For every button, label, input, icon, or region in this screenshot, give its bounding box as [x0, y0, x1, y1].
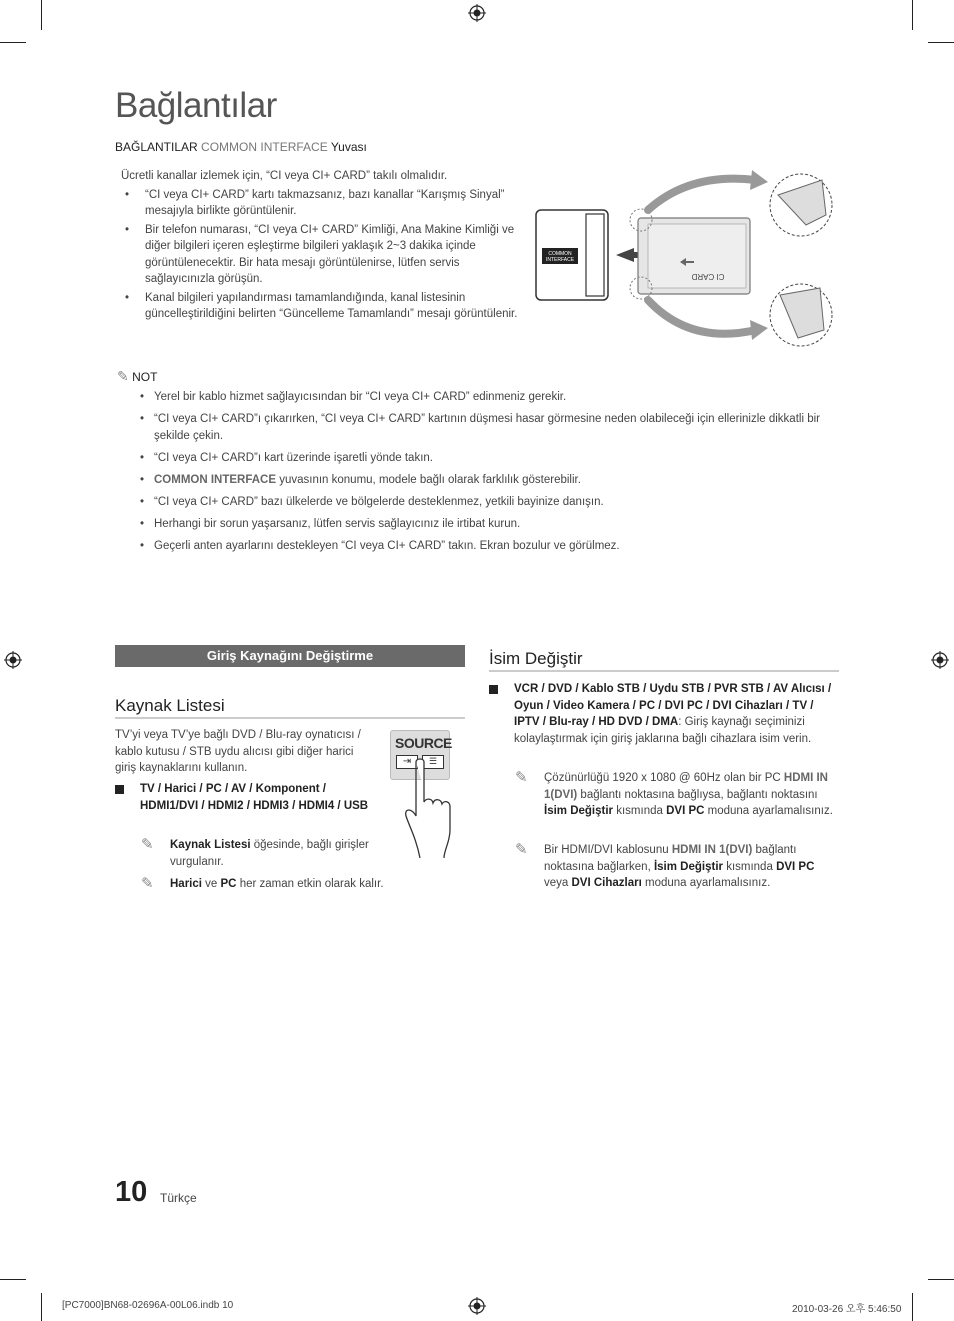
list-item: • “CI veya CI+ CARD”ı kart üzerinde işaretli yönde takın. [140, 450, 840, 467]
source-label: SOURCE [395, 735, 452, 751]
kaynak-note-1 [170, 837, 370, 870]
language-label: Türkçe [160, 1191, 197, 1205]
note-bold: PC [220, 878, 237, 890]
input-icon: ⇥ [396, 755, 418, 769]
note-label: NOT [132, 370, 158, 384]
intro-text: Ücretli kanallar izlemek için, “CI veya CI+ CARD” takılı olmalıdır. [121, 170, 448, 182]
page-number: 10 [115, 1176, 148, 1208]
note-text: bağlantı noktasına bağlarken, [544, 844, 797, 873]
note-text: kısmında [613, 805, 667, 817]
crop-mark [912, 0, 913, 30]
slot-label-line1: COMMON [548, 251, 572, 257]
square-bullet-icon [489, 685, 498, 694]
list-icon: ☰ [422, 755, 444, 769]
list-item: • “CI veya CI+ CARD”ı çıkarırken, “CI veya CI+ CARD” kartının düşmesi hasar görmesine neden olabileceği için ellerinizle dikkatli bir şekilde çekin. [140, 411, 840, 444]
crop-mark [41, 0, 42, 30]
crop-mark [928, 42, 954, 43]
note-bold: HDMI IN 1(DVI) [544, 772, 828, 801]
common-interface-term: COMMON INTERFACE [154, 473, 277, 486]
note-text: Çözünürlüğü 1920 x 1080 @ 60Hz olan bir PC [544, 772, 784, 784]
notes-list [140, 389, 840, 554]
square-bullet-icon [115, 785, 124, 794]
list-item: • Bir telefon numarası, “CI veya CI+ CARD” Kimliği, Ana Makine Kimliği ve diğer bilgileri içeren eşleştirme bilgileri yaklaşık 2~3 dakika içinde görüntülenecektir. Bir hata mesajı görüntülenirse, lütfen servis sağlayıcınızla görüşün. [121, 222, 526, 288]
list-item: • Herhangi bir sorun yaşarsanız, lütfen servis sağlayıcınız ile irtibat kurun. [140, 516, 840, 533]
pencil-icon: ✎ [141, 836, 154, 853]
note-heading [117, 368, 157, 385]
note-text: veya [544, 877, 572, 889]
note-text: Bir HDMI/DVI kablosunu [544, 844, 672, 856]
crop-mark [912, 1293, 913, 1321]
note-text: öğesinde, bağlı girişler vurgulanır. [170, 839, 369, 868]
list-item: • “CI veya CI+ CARD” kartı takmazsanız, bazı kanallar “Karışmış Sinyal” mesajıyla birlikte görüntülenir. [121, 187, 526, 220]
kaynak-listesi-heading: Kaynak Listesi [115, 696, 225, 715]
note-text: moduna ayarlamalısınız. [641, 877, 771, 889]
source-list: TV / Harici / PC / AV / Komponent / HDMI1/DVI / HDMI2 / HDMI3 / HDMI4 / USB [140, 783, 369, 812]
note-bold: İsim Değiştir [653, 860, 723, 873]
page-title: Bağlantılar [115, 86, 277, 125]
note-text: yuvasının konumu, modele bağlı olarak farklılık gösterebilir. [276, 473, 581, 486]
registration-mark-icon [468, 4, 486, 22]
note-text: her zaman etkin olarak kalır. [236, 878, 384, 890]
list-item [140, 472, 840, 489]
note-bold: İsim Değiştir [544, 805, 614, 817]
notes-block [140, 389, 840, 560]
section-bar-title: Giriş Kaynağını Değiştirme [115, 645, 465, 667]
pencil-icon: ✎ [515, 841, 528, 858]
note-text: bağlantı noktasına bağlıysa, bağlantı noktasını [577, 788, 818, 801]
isim-list [514, 681, 840, 747]
kaynak-paragraph: TV’yi veya TV’ye bağlı DVD / Blu-ray oynatıcısı / kablo kutusu / STB uydu alıcısı gibi diğer harici giriş kaynaklarını kullanın. [115, 729, 361, 774]
print-footer-left: [PC7000]BN68-02696A-00L06.indb 10 [62, 1300, 234, 1311]
registration-mark-icon [468, 1297, 486, 1315]
registration-mark-icon [931, 651, 949, 669]
note-text: ve [201, 878, 221, 890]
note-bold: DVI Cihazları [571, 877, 642, 889]
crop-mark [0, 1279, 26, 1280]
registration-mark-icon [4, 651, 22, 669]
ci-card-illustration [530, 170, 840, 355]
kaynak-note-2 [170, 876, 460, 893]
note-bold: DVI PC [776, 860, 815, 873]
crop-mark [928, 1279, 954, 1280]
pencil-icon: ✎ [117, 368, 129, 384]
intro-list [121, 187, 526, 323]
pencil-icon: ✎ [515, 769, 528, 786]
device-list: VCR / DVD / Kablo STB / Uydu STB / PVR STB / AV Alıcısı / Oyun / Video Kamera / PC / DVI PC / DVI Cihazları / TV / IPTV / Blu-ray / HD DVD / DMA [514, 683, 832, 728]
heading-divider [115, 717, 465, 719]
isim-note-1 [544, 770, 840, 820]
hand-pointer-icon [402, 758, 458, 860]
card-label: CI CARD [691, 272, 725, 281]
slot-label-line2: INTERFACE [545, 257, 575, 263]
subheading-part3: Yuvası [330, 140, 367, 154]
list-item: • Yerel bir kablo hizmet sağlayıcısından bir “CI veya CI+ CARD” edinmeniz gerekir. [140, 389, 840, 406]
list-description: : Giriş kaynağı seçiminizi kolaylaştırmak için giriş jaklarına bağlı cihazlara isim verin. [514, 716, 812, 745]
note-bold: HDMI IN 1(DVI) [671, 844, 753, 856]
subheading-part2: COMMON INTERFACE [201, 140, 328, 154]
list-item: • Geçerli anten ayarlarını destekleyen “CI veya CI+ CARD” takın. Ekran bozulur ve görülmez. [140, 538, 840, 555]
note-bold: Kaynak Listesi [170, 839, 251, 851]
isim-note-2 [544, 842, 840, 892]
isim-degistir-heading: İsim Değiştir [489, 649, 583, 668]
crop-mark [0, 42, 26, 43]
note-bold: Harici [170, 878, 202, 890]
subheading-part1: BAĞLANTILAR [115, 140, 198, 154]
print-footer-right: 2010-03-26 오후 5:46:50 [792, 1304, 902, 1315]
list-item: • “CI veya CI+ CARD” bazı ülkelerde ve bölgelerde desteklenmez, yetkili bayinize danışın. [140, 494, 840, 511]
intro-block [121, 168, 526, 325]
note-text: moduna ayarlamalısınız. [704, 805, 833, 817]
list-item: • Kanal bilgileri yapılandırması tamamlandığında, kanal listesinin güncelleştirildiğini belirten “Güncelleme Tamamlandı” mesajı görüntülenir. [121, 290, 526, 323]
source-button-illustration [388, 728, 468, 860]
heading-divider [489, 670, 839, 672]
note-bold: DVI PC [666, 805, 705, 817]
note-text: kısmında [723, 860, 777, 873]
crop-mark [41, 1293, 42, 1321]
pencil-icon: ✎ [141, 875, 154, 892]
section-subheading [115, 140, 367, 154]
